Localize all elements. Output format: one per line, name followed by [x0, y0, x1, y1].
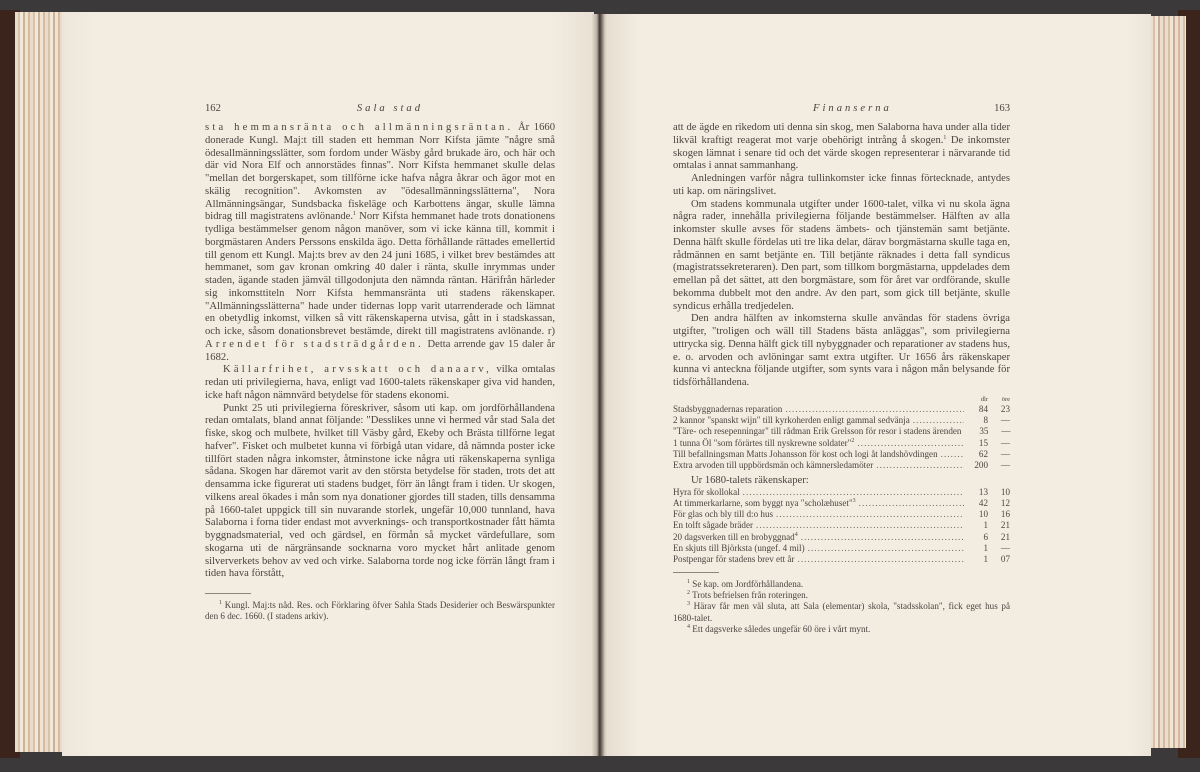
row-label — [673, 415, 913, 426]
table-row — [673, 509, 1010, 520]
row-label-text: Stadsbyggnadernas reparation — [673, 403, 783, 414]
row-label-text: At timmerkarlarne, som byggt nya "scholæhuset" — [673, 497, 853, 508]
table-column-headers — [673, 395, 1010, 404]
row-label — [673, 520, 756, 531]
leader-dots — [743, 487, 964, 498]
page-number: 163 — [994, 103, 1010, 114]
paragraph: Anledningen varför några tullinkomster icke finnas förtecknade, antydes uti kap. om näringslivet. — [673, 173, 1010, 197]
value-dlr: 1 — [983, 520, 988, 531]
paragraph-text: att de ägde en rikedom uti denna sin skog, men Salaborna hava under alla tider likväl kraftigt reagerat mot varje obehörigt intrång å skogen. — [673, 122, 1010, 146]
footnote-text: Se kap. om Jordförhållandena. — [690, 578, 804, 589]
row-label — [673, 426, 964, 437]
footnote — [673, 624, 1010, 635]
row-label-text: Postpengar för stadens brev ett år — [673, 554, 795, 565]
footnote — [673, 590, 1010, 601]
row-label — [673, 487, 743, 498]
table-row — [673, 449, 1010, 460]
footnote-ref[interactable]: 1 — [353, 211, 357, 218]
right-page-text — [673, 103, 1010, 636]
paragraph: Den andra hälften av inkomsterna skulle användas för stadens övriga utgifter, "troligen och wäll till Stadens bästa anläggas", som privilegierna uttrycka sig. Denna hälft gick till nybyggnader och reparationer av stadens hus, e. o. arvoden och avlöningar samt extra utgifter. Ur 1656 års räkenskaper kunna vi anteckna följande utgifter, som synts vara i någon mån belysande för tidsförhållandena. — [673, 313, 1010, 388]
subheading: Ur 1680-talets räkenskaper: — [691, 474, 809, 486]
table-row — [673, 554, 1010, 565]
running-head-title: Sala stad — [356, 103, 423, 114]
value-ore: — — [1001, 426, 1011, 437]
value-ore: 21 — [1000, 520, 1010, 531]
running-head — [673, 103, 1010, 122]
value-dlr: 42 — [978, 497, 988, 508]
table-row — [673, 532, 1010, 543]
footnote-mark: 4 — [687, 624, 690, 631]
paragraph — [205, 122, 555, 364]
leader-dots — [756, 520, 964, 531]
running-head-title: Finanserna — [813, 103, 892, 114]
row-label-text: 2 kannor "spanskt wijn" till kyrkoherden enligt gammal sedvänja — [673, 415, 910, 426]
row-label-text: Till befallningsman Matts Johansson för kost och logi åt landshövdingen — [673, 448, 938, 459]
value-ore: — — [1000, 415, 1010, 426]
value-ore: 07 — [1000, 554, 1010, 565]
paragraph-text: Norr Kifsta hemmanet hade trots donationens tydliga bestämmelser genom någon manöver, som vi icke känna till, kommit i borgmästaren Anders Perssons enskilda ägo. Detta förhållande rättades emellertid till genom ett Kungl. Maj:ts brev av den 24 juni 1685, i vilket brev bestämdes att hemmanet, som gav kronan omkring 40 daler i ränta, skulle inrymmas under staden, ägande staden jämväl tillgodonjuta den nämnda räntan. Härifrån härleder sig inkomsttiteln Norr Kifsta hemmansränta uti stadens räkenskaper. "Allmänningsslätterna" hade under tidernas lopp varit utarrenderade och lämnat en obetydlig inkomst, vilken så vitt räkenskaperna utvisa, gått in i stadskassan, och icke, såsom donationsbrevet bestämde, direkt till magistratens avlönande. r) — [205, 211, 555, 337]
table-row — [673, 415, 1010, 426]
value-ore: 16 — [1000, 509, 1010, 520]
table-row — [673, 426, 1010, 437]
row-label — [673, 554, 797, 565]
row-label-text: En tolft sågade bräder — [673, 520, 754, 531]
footnote — [673, 579, 1010, 590]
footnote-text: Kungl. Maj:ts nåd. Res. och Förklaring öfver Sahla Stads Desiderier och Beswärspunkter den 6 dec. 1660. (I stadens arkiv). — [205, 600, 555, 622]
row-label — [673, 532, 801, 543]
table-row — [673, 460, 1010, 471]
footnote-text: Trots befrielsen från roteringen. — [690, 590, 808, 601]
value-dlr: 8 — [983, 415, 988, 426]
left-page-text — [205, 103, 555, 623]
paragraph: Punkt 25 uti privilegierna föreskriver, såsom uti kap. om jordförhållandena redan omtalats, bland annat följande: "Desslikes unne vi hermed vår stad Sala det fiske, skog och mulbete, hvilket till Väsby gård, Ekeby och Brästa tillförne legat hafver". Fisket och mulbetet kunna vi förbigå utan vidare, då nämnda poster icke tillfört staden några inkomster, åtminstone icke några uti räkenskaperna synliga sådana. Skogen har däremot varit av den största betydelse för staden, trots det att densamma icke figurerat uti stadens budget, förr än långt fram i tiden. Ur skogen, vilkens areal ökades i mån som nya donationer gjordes till staden, tills densamma på 1660-talet uppgick till sin nuvarande storlek, ungefär 10,000 tunnland, hava Salaborna i forna tider endast mot avverknings- och transportkostnader fått hämta byggnadsmaterial, ved och gärdsel, en förmån så mycket värdefullare, som skogarna uti de närgränsande socknarna voro mycket hårt anlitade genom silververkets behov av ved och virke. Salaborna torde nog icke förrän långt fram i tiden hava förstått, — [205, 402, 555, 580]
value-dlr: 84 — [978, 403, 988, 414]
paragraph: Om stadens kommunala utgifter under 1600-talet, vilka vi nu skola ägna några rader, innehålla privilegierna följande bestämmelser. Hälften av alla inkomster skulle avses för stadens ämbets- och tjänstemän samt betjänte. Denna hälft skulle fördelas uti tre lika delar, därav borgmästarna skulle taga en, rådmännen en samt betjänte en. Till betjänte räknades i detta fall syndicus (magistratssekreteraren). Den part, som tillkom borgmästarna, uppdelades dem emellan på det sättet, att den borgmästare, som för året var ordförande, skulle bekomma dubbelt mot den andre. Av den part, som gick till betjänte, skulle syndicus erhålla tredjedelen. — [673, 198, 1010, 312]
paragraph-text: vilka omtalas redan uti privilegierna, hava, enligt vad 1600-talets räkenskaper giva vid handen, icke haft någon nämnvärd betydelse för stadens ekonomi. — [205, 364, 555, 401]
expense-table-1656 — [673, 404, 1010, 472]
paragraph-text: År 1660 donerade Kungl. Maj:t till staden ett hemman Norr Kifsta jämte "någre små ödesallmänningsslätter, som fordom under Wäsby gård brukade äro, och här och där vid Nora Elf och annorstädes finnas". Norr Kifsta hemmanet skulle delas "mellan det borgerskapet, som tillförne icke hafva några åkrar och ägor mot en skälig recognition". Avkomsten av "ödesallmänningsslätterna", Nora Allmänningsängar, Sundsbacka fiskeläge och Karbottens ängar, skulle lämna bidrag till magistratens avlönande. — [205, 122, 555, 223]
row-label-text: 20 dagsverken till en brobyggnad — [673, 531, 795, 542]
column-header-dlr: dlr — [980, 395, 988, 403]
table-row — [673, 438, 1010, 449]
page-stack-left — [15, 12, 65, 752]
value-dlr: 200 — [974, 460, 988, 471]
leader-dots — [797, 554, 964, 565]
leader-dots — [876, 460, 964, 471]
paragraph-text: De inkomster skogen lämnat i senare tid och det värde skogen representerar i närvarande tid omtalas i annat sammanhang. — [673, 134, 1010, 172]
leader-dots — [776, 509, 964, 520]
row-label-text: "Täre- och resepenningar" till rådman Erik Grelsson för resor i stadens ärenden — [673, 426, 962, 437]
spaced-heading: Källarfrihet, arvsskatt och danaarv, — [223, 364, 492, 376]
footnote-mark: 3 — [687, 601, 690, 608]
footnote-divider — [205, 593, 251, 594]
value-ore: 23 — [1000, 403, 1010, 414]
table-row — [673, 520, 1010, 531]
row-label — [673, 460, 876, 471]
table-row — [673, 487, 1010, 498]
expense-table-1680 — [673, 487, 1010, 566]
table-row — [673, 498, 1010, 509]
spaced-heading: Arrendet för stadsträdgården. — [205, 338, 424, 350]
value-dlr: 15 — [978, 437, 988, 448]
footnote-divider — [673, 572, 719, 573]
leader-dots — [859, 498, 964, 509]
footnote-text: Ett dagsverke således ungefär 60 öre i vårt mynt. — [690, 624, 871, 635]
leader-dots — [801, 532, 964, 543]
footnote-text: Härav får men väl sluta, att Sala (elementar) skola, "stadsskolan", fick eget hus på 1680-talet. — [673, 601, 1010, 623]
row-label-text: Hyra för skollokal — [673, 486, 740, 497]
paragraph — [673, 122, 1010, 173]
leader-dots — [808, 543, 964, 554]
value-dlr: 62 — [978, 448, 988, 459]
footnote-ref[interactable]: 2 — [851, 437, 855, 444]
table-row — [673, 543, 1010, 554]
footnotes — [673, 579, 1010, 636]
row-label-text: Extra arvoden till uppbördsmän och kämnersledamöter — [673, 460, 874, 471]
row-label — [673, 438, 857, 449]
row-label — [673, 404, 785, 415]
running-head — [205, 103, 555, 122]
paragraph-text: Detta arrende gav 15 daler år 1682. — [205, 338, 555, 363]
page-number: 162 — [205, 103, 221, 114]
value-dlr: 35 — [979, 426, 989, 437]
row-label — [673, 498, 859, 509]
footnote — [673, 601, 1010, 624]
row-label-text: För glas och bly till d:o hus — [673, 509, 774, 520]
row-label — [673, 543, 808, 554]
value-dlr: 6 — [983, 531, 988, 542]
leader-dots — [857, 438, 964, 449]
value-ore: 21 — [1000, 531, 1010, 542]
row-label — [673, 509, 776, 520]
footnote-mark: 2 — [687, 590, 690, 597]
page-stack-right — [1150, 16, 1186, 748]
book-gutter — [592, 14, 608, 756]
value-dlr: 10 — [978, 509, 988, 520]
footnote-ref[interactable]: 4 — [794, 531, 798, 538]
value-ore: — — [1000, 448, 1010, 459]
value-dlr: 1 — [983, 543, 988, 554]
footnote-mark: 1 — [687, 578, 690, 585]
leader-dots — [785, 404, 964, 415]
spaced-heading: sta hemmansränta och allmänningsräntan. — [205, 122, 514, 133]
value-ore: — — [1000, 437, 1010, 448]
leader-dots — [913, 415, 964, 426]
row-label-text: 1 tunna Öl "som förärtes till nyskrewne soldater" — [673, 437, 852, 448]
column-header-ore: öre — [1001, 395, 1010, 403]
value-ore: — — [1000, 460, 1010, 471]
value-dlr: 1 — [983, 554, 988, 565]
row-label-text: En skjuts till Björksta (ungef. 4 mil) — [673, 543, 805, 554]
value-ore: 10 — [1000, 486, 1010, 497]
value-ore: 12 — [1000, 497, 1010, 508]
footnote — [205, 600, 555, 623]
footnote-mark: 1 — [219, 600, 222, 606]
row-label — [673, 449, 941, 460]
footnote-ref[interactable]: 3 — [852, 497, 856, 504]
value-dlr: 13 — [978, 486, 988, 497]
value-ore: — — [1000, 543, 1010, 554]
table-row — [673, 404, 1010, 415]
paragraph — [205, 364, 555, 402]
footnote-ref[interactable]: 1 — [943, 134, 947, 141]
leader-dots — [941, 449, 964, 460]
